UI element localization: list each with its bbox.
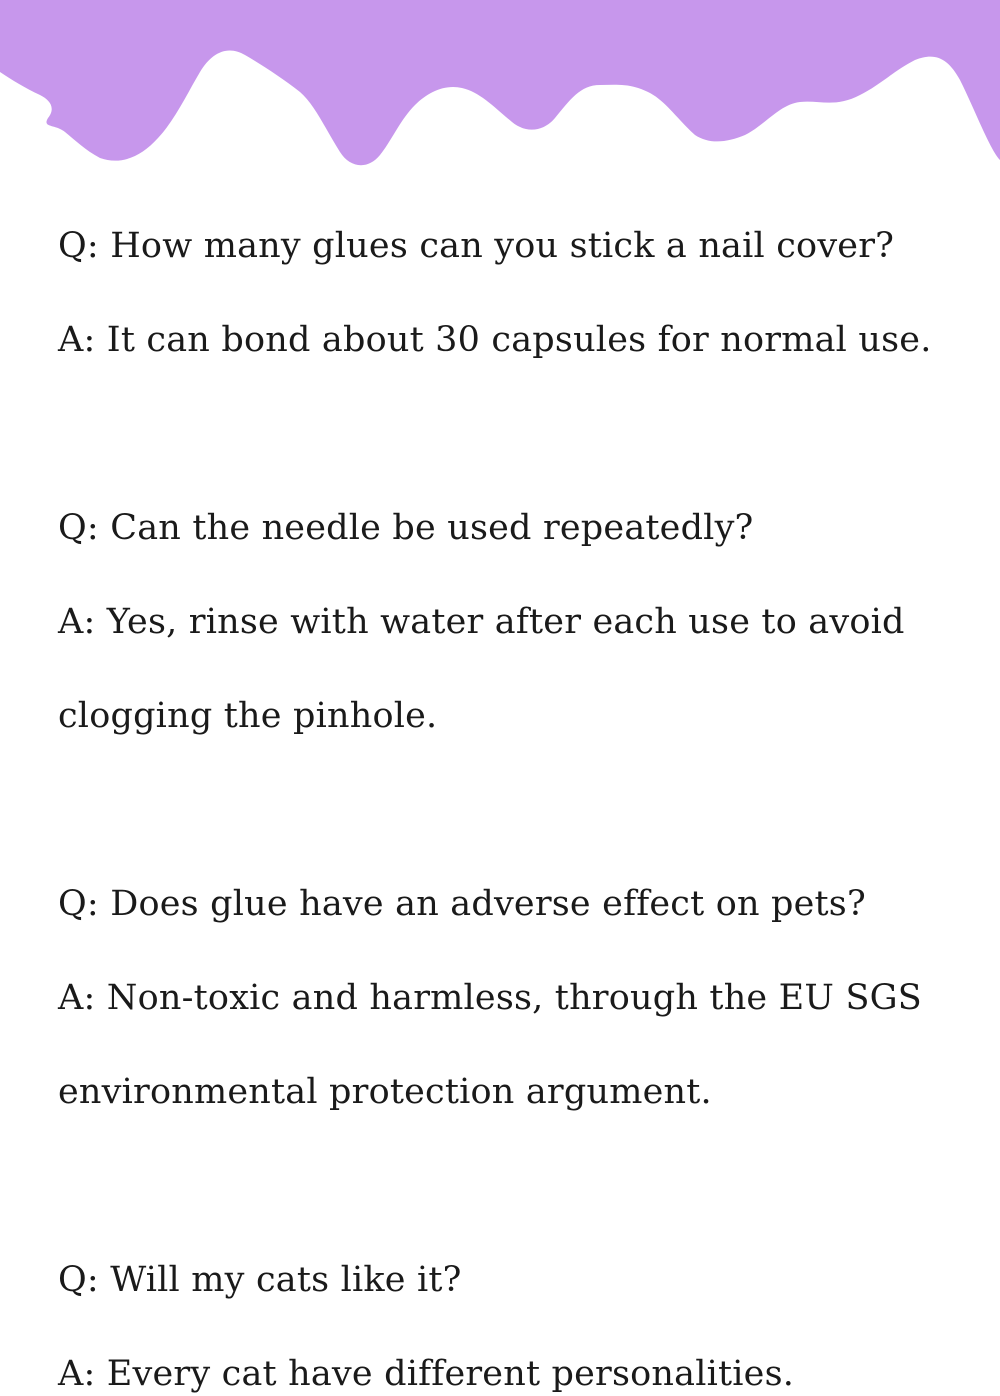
faq-question-2: Q: Can the needle be used repeatedly?: [58, 508, 754, 548]
faq-question-3: Q: Does glue have an adverse effect on pets?: [58, 884, 866, 924]
faq-answer-2-line-1: A: Yes, rinse with water after each use to avoid: [58, 602, 905, 642]
purple-drip-header: [0, 0, 1000, 175]
drip-shape: [0, 0, 1000, 165]
faq-answer-3-line-1: A: Non-toxic and harmless, through the EU SGS: [58, 978, 922, 1018]
faq-question-4: Q: Will my cats like it?: [58, 1260, 462, 1300]
faq-answer-1: A: It can bond about 30 capsules for normal use.: [58, 320, 932, 360]
faq-answer-4: A: Every cat have different personalities.: [58, 1354, 795, 1394]
faq-answer-3-line-2: environmental protection argument.: [58, 1072, 712, 1112]
faq-answer-2-line-2: clogging the pinhole.: [58, 696, 438, 736]
faq-question-1: Q: How many glues can you stick a nail cover?: [58, 226, 895, 266]
